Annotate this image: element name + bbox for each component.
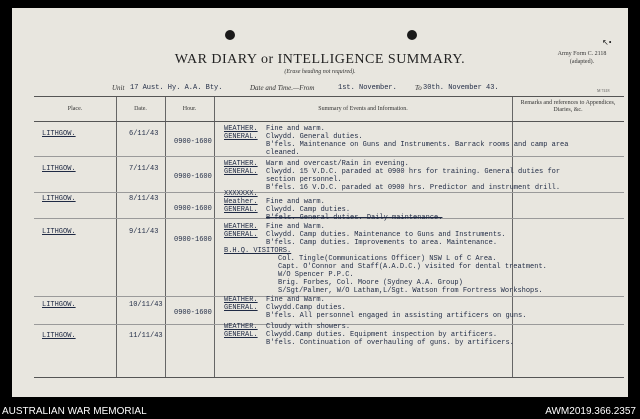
row-divider <box>34 296 624 297</box>
unit-label: Unit <box>112 84 125 92</box>
entry-heading: GENERAL. <box>224 133 258 141</box>
entry-date: 7/11/43 <box>129 165 159 173</box>
entry-heading: Weather. <box>224 198 258 206</box>
entry-hour: 0900-1600 <box>174 309 212 317</box>
entry-text: Clwydd. General duties. <box>266 133 363 141</box>
entry-text: Clwydd.Camp duties. <box>266 304 346 312</box>
entry-text: cleaned. <box>266 149 300 157</box>
form-reference-line: Army Form C. 2118 <box>557 51 607 57</box>
entry-text: Clwydd. Camp duties. Maintenance to Guns and Instruments. <box>266 231 506 239</box>
entry-text: Fine and Warm. <box>266 223 325 231</box>
row-divider <box>34 156 624 157</box>
unit-value: 17 Aust. Hy. A.A. Bty. <box>130 84 223 92</box>
page-subtitle: (Erase heading not required). <box>284 69 356 75</box>
column-header-place: Place. <box>67 106 83 112</box>
column-header-remarks: Remarks and references to Appendices, Diaries, &c. <box>520 100 616 113</box>
entry-heading: WEATHER. <box>224 223 258 231</box>
to-value: 30th. November 43. <box>423 84 499 92</box>
entry-hour: 0900-1600 <box>174 173 212 181</box>
entry-text: Clwydd. 15 V.D.C. paraded at 0900 hrs for training. General duties for <box>266 168 561 176</box>
entry-text: Clwydd. Camp duties. <box>266 206 351 214</box>
entry-text: Col. Tingle(Communications Officer) NSW L of C Area. <box>278 255 497 263</box>
entry-text: W/O Spencer P.P.C. <box>278 271 354 279</box>
entry-heading: WEATHER. <box>224 125 258 133</box>
entry-place: LITHGOW. <box>42 301 76 309</box>
entry-place: LITHGOW. <box>42 130 76 138</box>
entry-text: Cloudy with showers. <box>266 323 351 331</box>
entry-place: LITHGOW. <box>42 228 76 236</box>
entry-text: B'fels. All personnel engaged in assisting artificers on guns. <box>266 312 527 320</box>
entry-text: section personnel. <box>266 176 342 184</box>
entry-heading: WEATHER. <box>224 323 258 331</box>
entry-heading: B.H.Q. VISITORS. <box>224 247 292 255</box>
column-header-hour: Hour. <box>182 106 197 112</box>
entry-date: 10/11/43 <box>129 301 163 309</box>
entry-date: 6/11/43 <box>129 130 159 138</box>
header-divider <box>34 121 624 122</box>
entry-heading: XXXXXXX. <box>224 190 258 198</box>
entry-text: B'fels. 16 V.D.C. paraded at 0900 hrs. Predictor and instrument drill. <box>266 184 561 192</box>
arrow-mark-icon: ↖• <box>602 38 612 47</box>
diary-page <box>12 8 628 397</box>
entry-text: Brig. Forbes, Col. Moore (Sydney A.A. Group) <box>278 279 463 287</box>
column-divider <box>165 97 166 377</box>
column-divider <box>512 97 513 377</box>
entry-date: 8/11/43 <box>129 195 159 203</box>
page-title: WAR DIARY or INTELLIGENCE SUMMARY. <box>174 52 466 67</box>
entry-heading: WEATHER. <box>224 160 258 168</box>
entry-heading: GENERAL. <box>224 168 258 176</box>
punch-hole <box>225 30 235 40</box>
footer-credit: AUSTRALIAN WAR MEMORIAL <box>2 406 147 417</box>
entry-heading: GENERAL. <box>224 206 258 214</box>
entry-heading: GENERAL. <box>224 331 258 339</box>
punch-hole <box>407 30 417 40</box>
footer-accession-number: AWM2019.366.2357 <box>545 406 636 417</box>
entry-hour: 0900-1600 <box>174 236 212 244</box>
entry-text: B'fels. Camp duties. Improvements to area. Maintenance. <box>266 239 498 247</box>
entry-text: Fine and warm. <box>266 198 325 206</box>
column-header-date: Date. <box>134 106 147 112</box>
column-divider <box>116 97 117 377</box>
entry-text: B'fels. Continuation of overhauling of guns. by artificers. <box>266 339 514 347</box>
form-reference <box>542 50 622 66</box>
form-reference-note: (adapted). <box>569 59 595 65</box>
row-divider <box>34 192 624 193</box>
entry-text: B'fels. General duties. Daily maintenance. <box>266 214 443 222</box>
entry-text: Fine and warm. <box>266 125 325 133</box>
entry-heading: GENERAL. <box>224 231 258 239</box>
entry-place: LITHGOW. <box>42 332 76 340</box>
entry-text: B'fels. Maintenance on Guns and Instruments. Barrack rooms and camp area <box>266 141 569 149</box>
entry-text: Fine and Warm. <box>266 296 325 304</box>
to-label: To <box>415 84 422 92</box>
entry-text: Warm and overcast/Rain in evening. <box>266 160 409 168</box>
column-header-summary: Summary of Events and Information. <box>318 106 408 112</box>
entry-text: Clwydd.Camp duties. Equipment inspection by artificers. <box>266 331 498 339</box>
entry-hour: 0900-1600 <box>174 138 212 146</box>
entry-text: Capt. O'Connor and Staff(A.A.D.C.) visited for dental treatment. <box>278 263 547 271</box>
column-divider <box>214 97 215 377</box>
from-value: 1st. November. <box>338 84 397 92</box>
entry-text: S/Sgt/Palmer, W/O Latham,L/Sgt. Watson from Fortress Workshops. <box>278 287 543 295</box>
entry-hour: 0900-1600 <box>174 205 212 213</box>
form-code: M 7418 <box>597 88 610 93</box>
entry-date: 11/11/43 <box>129 332 163 340</box>
diary-table <box>34 96 624 378</box>
entry-heading: GENERAL. <box>224 304 258 312</box>
entry-place: LITHGOW. <box>42 165 76 173</box>
entry-date: 9/11/43 <box>129 228 159 236</box>
entry-heading: WEATHER. <box>224 296 258 304</box>
datetime-label: Date and Time.—From <box>250 84 315 92</box>
entry-place: LITHGOW. <box>42 195 76 203</box>
